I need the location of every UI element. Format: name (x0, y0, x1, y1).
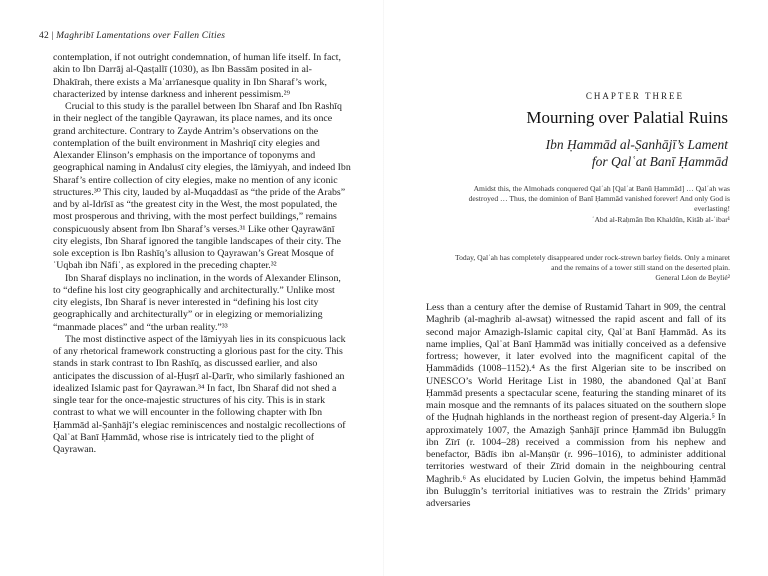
running-head (39, 31, 225, 41)
epigraph (446, 184, 730, 225)
paragraph: Crucial to this study is the parallel between Ibn Sharaf and Ibn Rashīq in their neglect of the tangible Qayrawan, its place names, and its once grand architecture. Contrary to Zayde Antrim’s observations on the contemplation of the built environment in Mashriqī city elegies and Alexander Elinson’s emphasis on the importance of toponyms and geographical naming in Andalusī city elegies, the lāmiyyah, and indeed Ibn Sharaf’s entire collection of city elegies, make no mention of any iconic structures.³⁰ This city, lauded by al-Muqaddasī as “the pride of the Arabs” and by al-Idrīsī as “the greatest city in the West, the most populated, the most prosperous and thriving, with the most perfect buildings,” remains conspicuously absent from Ibn Sharaf’s verses.³¹ Like other Qayrawānī city elegists, Ibn Sharaf ignored the tangible landscapes of their city. The sole exception is Ibn Rashīq’s allusion to Qayrawan’s Great Mosque of ʿUqbah ibn Nāfiʿ, as explored in the preceding chapter.³² (53, 101, 351, 272)
running-head-title: Maghribī Lamentations over Fallen Cities (56, 31, 226, 41)
epigraph-text: Today, Qalʿah has completely disappeared under rock-strewn barley fields. Only a minaret and the remains of a tower still stand on the deserted plain. (455, 253, 730, 273)
epigraph-attribution: ʿAbd al-Raḥmān Ibn Khaldūn, Kitāb al-ʿibar¹ (591, 214, 730, 224)
right-body-text (426, 302, 726, 510)
chapter-subtitle: Ibn Ḥammād al-Ṣanhājī’s Lament for Qalʿat Banī Ḥammād (545, 137, 728, 169)
epigraph-attribution: General Léon de Beylié² (655, 273, 730, 283)
chapter-title: Mourning over Palatial Ruins (526, 108, 728, 127)
right-page (384, 0, 768, 576)
chapter-label: CHAPTER THREE (585, 91, 684, 101)
page-number: 42 (39, 31, 49, 41)
paragraph: Ibn Sharaf displays no inclination, in the words of Alexander Elinson, to “define his lost city geographically and architecturally.” Unlike most city elegists, Ibn Sharaf is never interested in “defining his lost city geographically and architecturally” or in elegizing or memorializing “manmade places” and “the urban reality.”³³ (53, 272, 341, 333)
epigraph-text: Amidst this, the Almohads conquered Qalʿah [Qalʿat Banū Ḥammād] … Qalʿah was destroyed … Thus, the dominion of Banī Ḥammād vanished forever! And only God is everlasting! (468, 184, 730, 214)
paragraph: contemplation, if not outright condemnation, of human life itself. In fact, akin to Ibn Darrāj al-Qasṭallī (1030), as Ibn Bassām posited in al-Dhakīrah, there exists a Maʿarrīanesque quality in Ibn Sharaf’s work, characterized by intense darkness and inherent pessimism.²⁹ (53, 52, 341, 100)
running-head-separator: | (51, 31, 54, 41)
paragraph: The most distinctive aspect of the lāmiyyah lies in its conspicuous lack of any rhetorical framework constructing a glorious past for the city. This stands in stark contrast to Ibn Rashīq, as discussed earlier, and also anticipates the discussion of al-Ḥuṣrī al-Ḍarīr, who similarly fashioned an idealized Islamic past for Qayrawan.³⁴ In fact, Ibn Sharaf did not shed a single tear for the once-majestic structures of his city. This is in stark contrast to what we will encounter in the following chapter with Ibn Ḥammād al-Ṣanhājī’s elegiac reminiscences and nostalgic recollections of Qalʿat Banī Ḥammād, whose rise is intricately tied to the plight of Qayrawan. (53, 333, 346, 455)
epigraph (446, 253, 730, 284)
paragraph: Less than a century after the demise of Rustamid Tahart in 909, the central Maghrib (al-maghrib al-awsaṭ) witnessed the rapid ascent and fall of its second major Amazigh-Islamic capital city, Qalʿat Banī Ḥammād. As its name implies, Qalʿat Banī Ḥammād was initially conceived as a defensive fortress; however, it later evolved into the magnificent capital of the Ḥammādids (1008–1152).⁴ As the first Algerian site to be inscribed on UNESCO’s World Heritage List in 1980, the abandoned Qalʿat Banī Ḥammād presents a spectacular scene, featuring the standing minaret of its main mosque and the remnants of its palaces situated on the southern slope of the Ḥuḍnah highlands in the northeast region of present-day Algeria.⁵ In approximately 1007, the Amazigh Ṣanhājī prince Ḥammād ibn Buluggīn ibn Zīrī (r. 1004–28) received a commission from his nephew and benefactor, Bādīs ibn al-Manṣūr (r. 996–1016), to administer additional territories westward of their Zīrid domain in the neighbouring central Maghrib.⁶ As elucidated by Lucien Golvin, the impetus behind Ḥammād ibn Buluggīn’s territorial initiatives was to restrain the Zīrids’ primary adversaries (426, 302, 726, 509)
left-body-text (53, 52, 351, 456)
